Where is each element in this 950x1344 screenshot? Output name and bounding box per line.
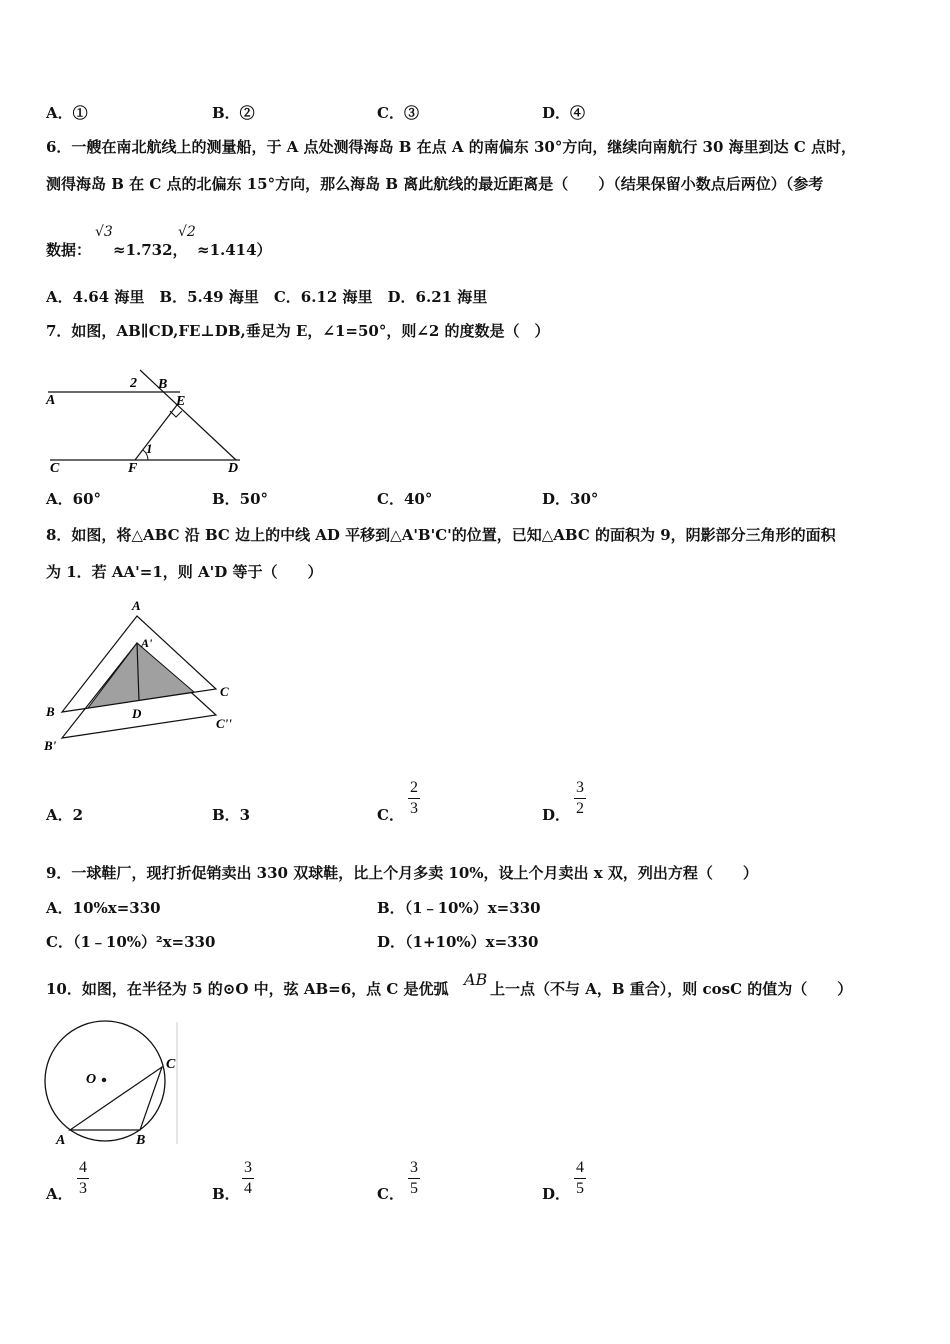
center-o <box>102 1078 106 1082</box>
label-c: C <box>166 1057 176 1072</box>
q5-option-d: D．④ <box>542 104 586 122</box>
q10-frac-c <box>406 1158 422 1199</box>
q6-approx2: ≈1.414） <box>197 241 272 259</box>
q6-approx3: ≈1.732， <box>113 241 188 259</box>
label-o: O <box>86 1072 97 1087</box>
q9-text: 9．一球鞋厂，现打折促销卖出 330 双球鞋，比上个月多卖 10%，设上个月卖出 x 双，列出方程（ ） <box>46 864 758 882</box>
q7-option-c: C．40° <box>377 490 433 508</box>
q5-option-b: B．② <box>212 104 255 122</box>
q8-option-c: C． <box>377 806 404 824</box>
q10-frac-b <box>240 1158 256 1199</box>
q6-ref-prefix: 数据： <box>46 241 92 259</box>
q6-sqrt2: √2 <box>178 224 196 240</box>
q10-frac-d <box>572 1158 588 1199</box>
q8-option-b: B．3 <box>212 806 251 824</box>
label-c2: C'' <box>216 716 232 731</box>
label-a: A <box>132 598 141 613</box>
line-db <box>140 370 236 460</box>
q8-frac-c-num: 2 <box>410 779 418 796</box>
q9-option-c: C．（1﹣10%）²x=330 <box>46 933 216 951</box>
q8-line2: 为 1．若 AA'=1，则 A'D 等于（ ） <box>46 563 323 581</box>
label-c: C <box>220 684 229 699</box>
q10-frac-d-den: 5 <box>576 1180 584 1197</box>
label-e: E <box>176 394 186 409</box>
label-f: F <box>128 461 138 476</box>
q7-option-d: D．30° <box>542 490 599 508</box>
q7-option-a: A．60° <box>46 490 102 508</box>
q7-text: 7．如图，AB∥CD,FE⊥DB,垂足为 E，∠1=50°，则∠2 的度数是（ ） <box>46 322 550 340</box>
label-c: C <box>50 461 60 476</box>
q9-option-d: D．（1+10%）x=330 <box>377 933 539 951</box>
q5-option-a: A．① <box>46 104 88 122</box>
q8-frac-d-num: 3 <box>576 779 584 796</box>
q7-option-b: B．50° <box>212 490 269 508</box>
q9-option-b: B．（1﹣10%）x=330 <box>377 899 541 917</box>
q10-arc-ab: AB <box>464 970 488 989</box>
label-d: D <box>228 461 239 476</box>
q10-frac-c-den: 5 <box>410 1180 418 1197</box>
q9-option-a: A．10%x=330 <box>46 899 161 917</box>
q10-option-d: D． <box>542 1185 571 1203</box>
q6-options: A．4.64 海里 B．5.49 海里 C．6.12 海里 D．6.21 海里 <box>46 288 488 306</box>
q6-line1: 6．一艘在南北航线上的测量船，于 A 点处测得海岛 B 在点 A 的南偏东 30°方向，继续向南航行 30 海里到达 C 点时， <box>46 138 857 156</box>
q10-frac-b-num: 3 <box>244 1159 252 1176</box>
q8-figure <box>40 598 250 758</box>
q10-figure <box>40 1018 185 1148</box>
label-b2: B' <box>44 738 57 753</box>
label-2: 2 <box>130 376 137 391</box>
q8-frac-c-den: 3 <box>410 800 418 817</box>
label-a: A <box>56 1133 66 1148</box>
q10-frac-a-num: 4 <box>79 1159 87 1176</box>
q10-frac-c-num: 3 <box>410 1159 418 1176</box>
q6-sqrt3: √3 <box>95 224 113 240</box>
label-b: B <box>158 377 168 392</box>
label-1: 1 <box>146 441 153 456</box>
q10-frac-a <box>75 1158 91 1199</box>
q10-text-after: 上一点（不与 A，B 重合），则 cosC 的值为（ ） <box>490 980 853 998</box>
q8-frac-d <box>572 778 588 819</box>
q10-frac-d-num: 4 <box>576 1159 584 1176</box>
q8-frac-d-den: 2 <box>576 800 584 817</box>
label-d: D <box>132 706 142 721</box>
q10-option-c: C． <box>377 1185 404 1203</box>
label-a2: A' <box>141 636 153 650</box>
triangle-abc <box>70 1067 162 1130</box>
q8-line1: 8．如图，将△ABC 沿 BC 边上的中线 AD 平移到△A'B'C'的位置，已知△ABC 的面积为 9，阴影部分三角形的面积 <box>46 526 836 544</box>
q10-frac-b-den: 4 <box>244 1180 252 1197</box>
q10-option-a: A． <box>46 1185 73 1203</box>
label-a: A <box>46 393 56 408</box>
label-b: B <box>46 704 55 719</box>
line-fe <box>135 405 177 460</box>
q5-option-c: C．③ <box>377 104 419 122</box>
q7-figure <box>40 365 260 477</box>
q10-option-b: B． <box>212 1185 240 1203</box>
q10-text-before: 10．如图，在半径为 5 的⊙O 中，弦 AB=6，点 C 是优弧 <box>46 980 449 998</box>
q10-frac-a-den: 3 <box>79 1180 87 1197</box>
q8-option-a: A．2 <box>46 806 84 824</box>
q8-frac-c <box>406 778 422 819</box>
shaded-triangle <box>88 643 194 708</box>
q8-option-d: D． <box>542 806 571 824</box>
label-b: B <box>136 1133 146 1148</box>
q6-line2: 测得海岛 B 在 C 点的北偏东 15°方向，那么海岛 B 离此航线的最近距离是（ ）（结果保留小数点后两位）（参考 <box>46 175 824 193</box>
